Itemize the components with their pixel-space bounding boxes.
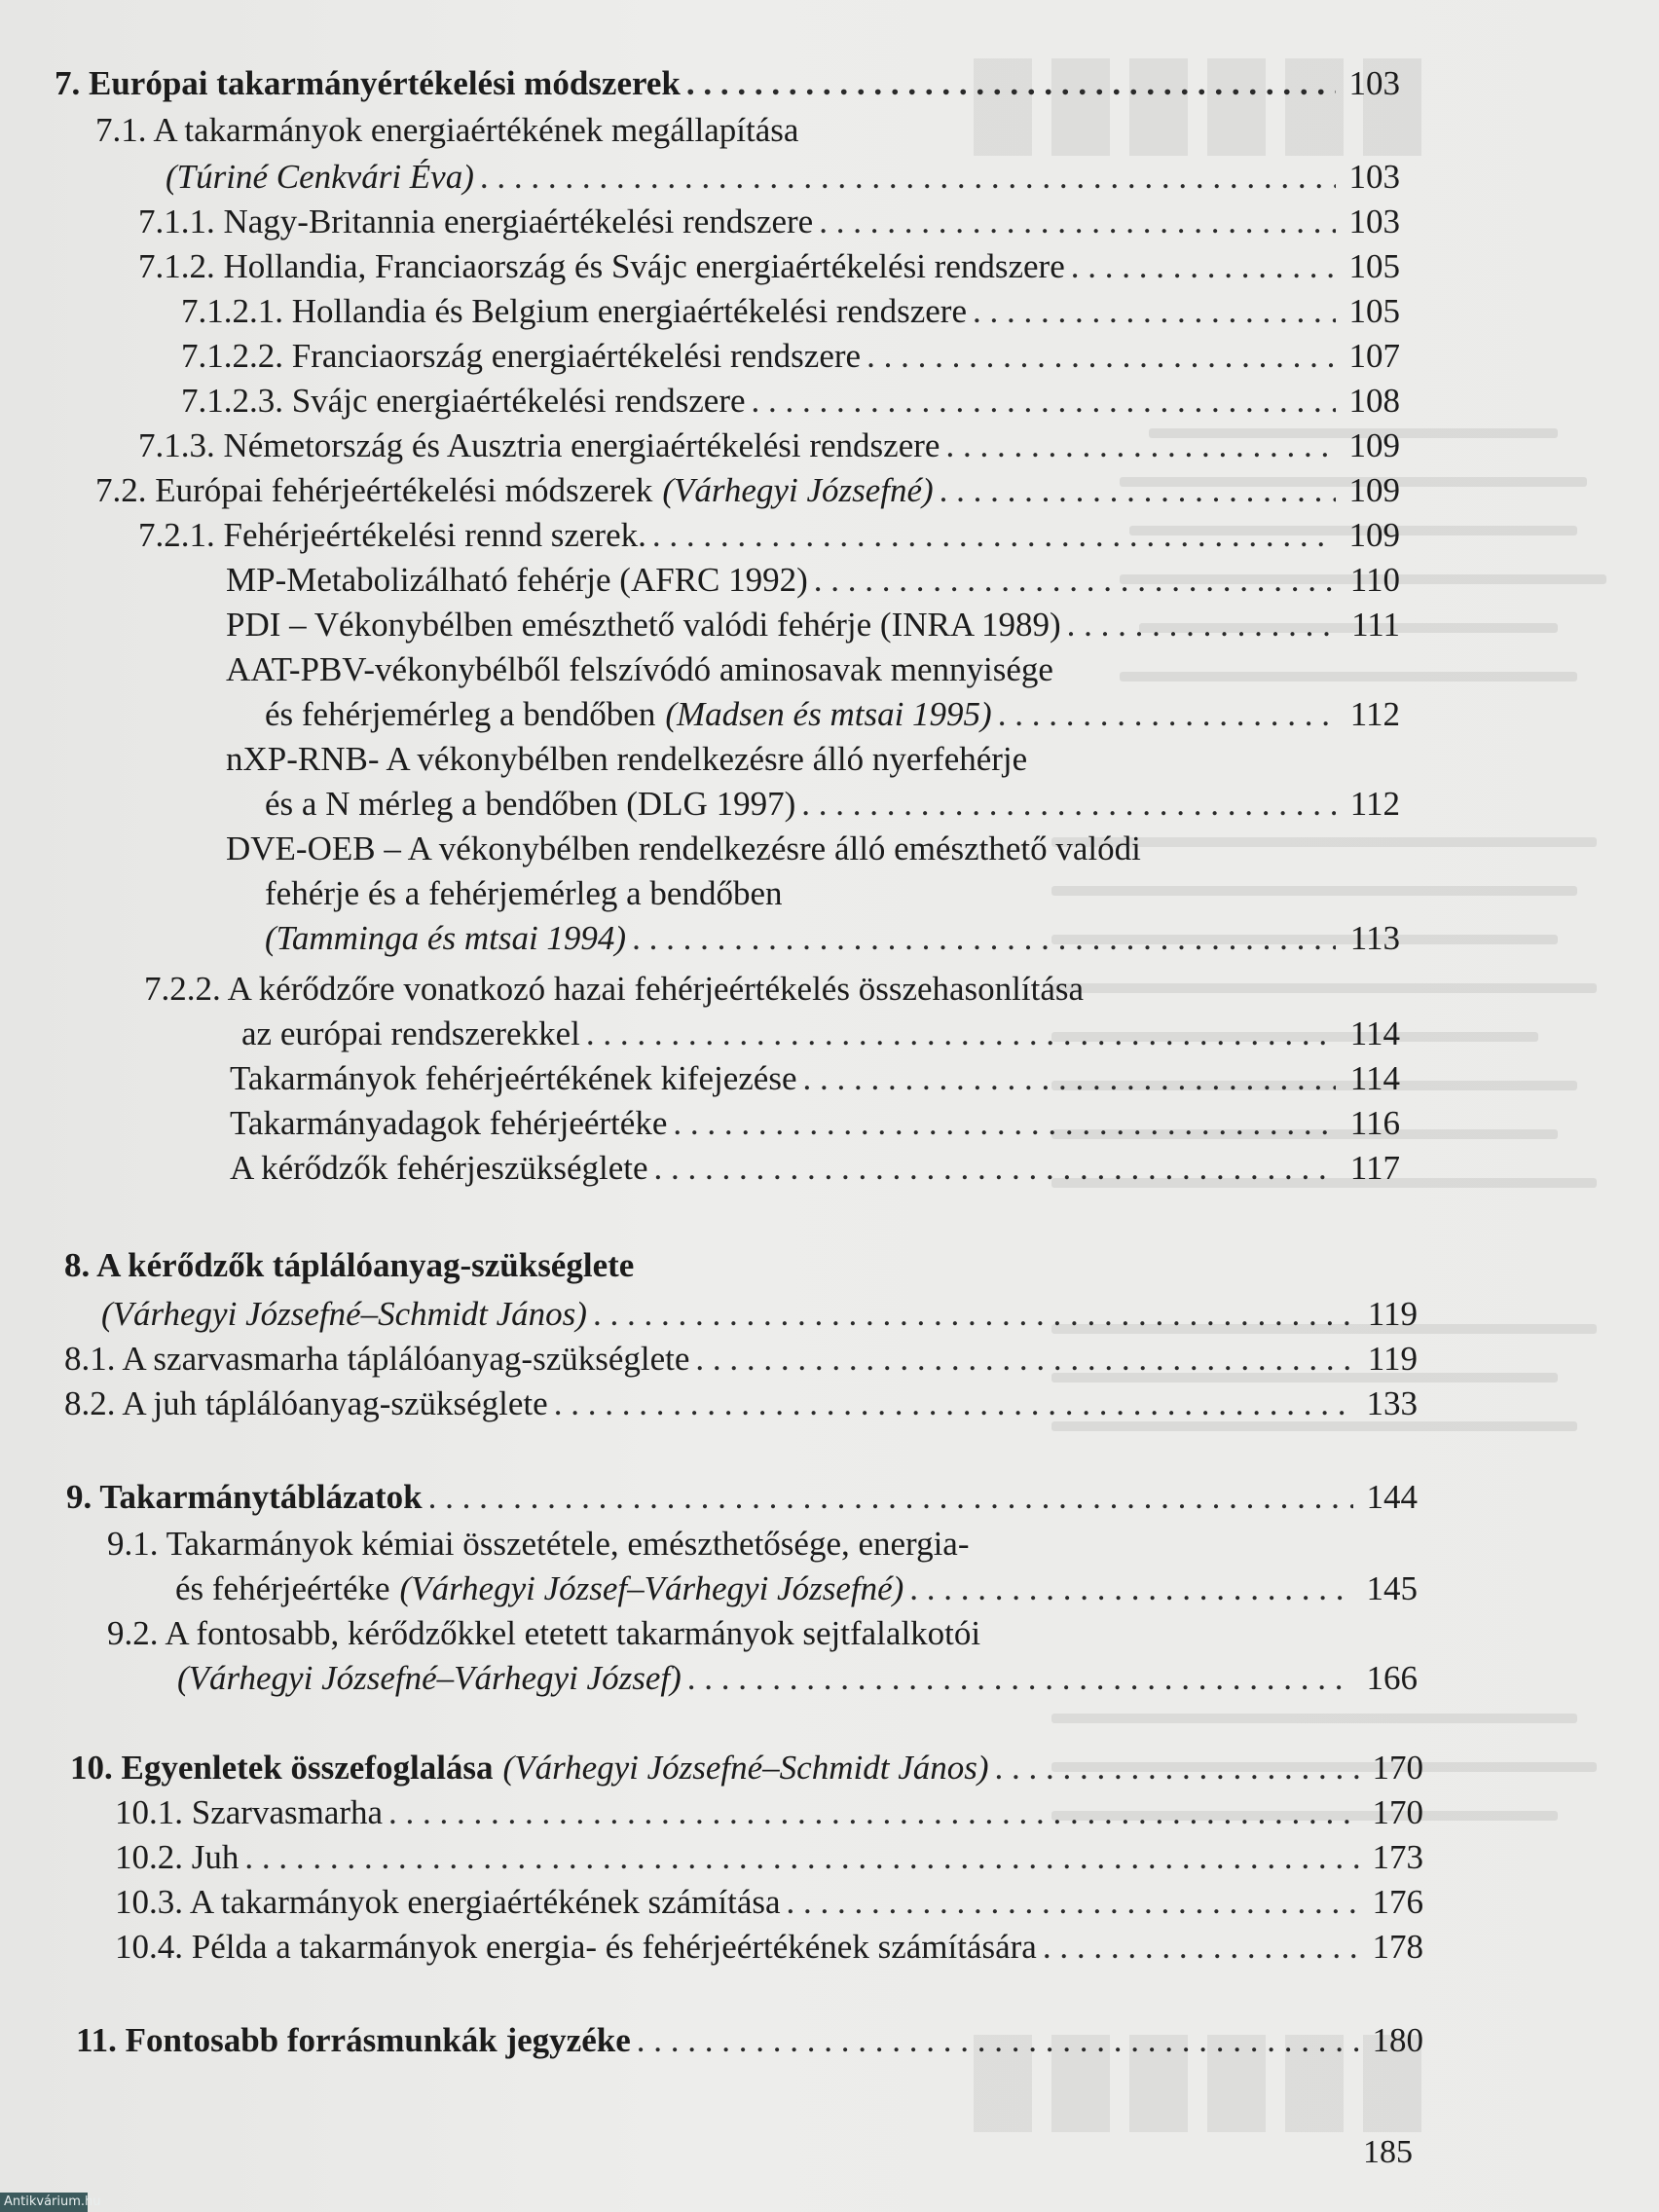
toc-title: MP-Metabolizálható fehérje (AFRC 1992): [226, 561, 808, 599]
toc-author: (Tamminga és mtsai 1994): [265, 919, 627, 957]
watermark-label: Antikvárium.hu: [0, 2193, 88, 2212]
toc-title: 10. Egyenletek összefoglalása: [70, 1749, 494, 1787]
toc-entry-7-1-1[interactable]: [138, 201, 1400, 243]
toc-title: 7.1.2.1. Hollandia és Belgium energiaértékelési rendszere: [181, 292, 967, 330]
toc-entry-mp[interactable]: [226, 559, 1400, 602]
toc-entry-8-2[interactable]: [64, 1382, 1418, 1425]
dot-leader: [801, 783, 1336, 826]
dot-leader: [637, 2019, 1359, 2062]
toc-title: 7.2.1. Fehérjeértékelési rennd szerek.: [138, 516, 646, 554]
dot-leader: [586, 1013, 1336, 1055]
toc-page: 105: [1348, 247, 1400, 285]
dot-leader: [819, 201, 1336, 243]
toc-title: és fehérjemérleg a bendőben: [265, 695, 656, 733]
toc-entry-7-2-2[interactable]: [241, 1013, 1400, 1055]
toc-author: (Várhegyi József–Várhegyi Józsefné): [399, 1569, 904, 1607]
dot-leader: [480, 156, 1336, 199]
toc-title: és a N mérleg a bendőben (DLG 1997): [265, 785, 796, 823]
toc-page: 108: [1348, 382, 1400, 420]
toc-page: 117: [1349, 1149, 1400, 1187]
dot-leader: [814, 559, 1336, 602]
page-number: 185: [1363, 2134, 1413, 2170]
dot-leader: [593, 1293, 1353, 1336]
toc-entry-dve-line2[interactable]: fehérje és a fehérjemérleg a bendőben: [265, 874, 783, 912]
toc-page: 119: [1367, 1340, 1418, 1378]
toc-author: (Várhegyi Józsefné–Schmidt János): [502, 1749, 989, 1787]
toc-author: (Várhegyi Józsefné): [662, 471, 934, 509]
toc-title: 7. Európai takarmányértékelési módszerek: [55, 64, 681, 102]
toc-entry-7-1-2-2[interactable]: [181, 335, 1400, 378]
toc-entry-nxp-line1[interactable]: nXP-RNB- A vékonybélben rendelkezésre álló nyerfehérje: [226, 740, 1028, 778]
toc-title: 7.1.3. Németország és Ausztria energiaértékelési rendszere: [138, 426, 940, 464]
toc-entry-10-2[interactable]: [115, 1836, 1423, 1879]
dot-leader: [973, 290, 1336, 333]
dot-leader: [244, 1836, 1359, 1879]
toc-title: 7.1.2.2. Franciaország energiaértékelési rendszere: [181, 337, 862, 375]
toc-page: 109: [1348, 426, 1400, 464]
toc-page: 133: [1366, 1384, 1418, 1422]
toc-title: Takarmányadagok fehérjeértéke: [230, 1104, 668, 1142]
dot-leader: [686, 62, 1336, 105]
toc-title: 8.1. A szarvasmarha táplálóanyag-szükséglete: [64, 1340, 690, 1378]
toc-title: az európai rendszerekkel: [241, 1014, 580, 1052]
toc-author: (Várhegyi Józsefné–Schmidt János): [101, 1295, 587, 1333]
toc-title: 10.1. Szarvasmarha: [115, 1793, 384, 1831]
toc-title: 9. Takarmánytáblázatok: [66, 1478, 423, 1516]
toc-page: 109: [1348, 471, 1400, 509]
dot-leader: [998, 693, 1336, 736]
toc-entry-8-title[interactable]: 8. A kérődzők táplálóanyag-szükséglete: [64, 1246, 635, 1284]
toc-entry-dve-line1[interactable]: DVE-OEB – A vékonybélben rendelkezésre álló emészthető valódi: [226, 830, 1141, 867]
dot-leader: [554, 1382, 1353, 1425]
toc-entry-11[interactable]: [76, 2019, 1423, 2062]
toc-entry-7-2[interactable]: [95, 469, 1400, 512]
toc-entry-aat-line1[interactable]: AAT-PBV-vékonybélből felszívódó aminosavak mennyisége: [226, 650, 1053, 688]
toc-title: 7.2. Európai fehérjeértékelési módszerek: [95, 471, 653, 509]
toc-title: 10.2. Juh: [115, 1838, 240, 1876]
toc-title: 7.1.1. Nagy-Britannia energiaértékelési rendszere: [138, 203, 814, 240]
toc-entry-10-4[interactable]: [115, 1926, 1423, 1969]
toc-author: (Túriné Cenkvári Éva): [166, 158, 474, 196]
toc-entry-10-3[interactable]: [115, 1881, 1423, 1924]
toc-title: 10.3. A takarmányok energiaértékének számítása: [115, 1883, 781, 1921]
dot-leader: [632, 917, 1336, 960]
dot-leader: [802, 1057, 1336, 1100]
toc-page: 110: [1349, 561, 1400, 599]
dot-leader: [695, 1338, 1353, 1381]
dot-leader: [1071, 245, 1336, 288]
toc-page: 178: [1372, 1928, 1423, 1966]
toc-entry-7-1-2-1[interactable]: [181, 290, 1400, 333]
toc-entry-7-1[interactable]: [166, 156, 1400, 199]
dot-leader: [652, 514, 1336, 557]
toc-entry-8-1[interactable]: [64, 1338, 1418, 1381]
toc-title: 8.2. A juh táplálóanyag-szükséglete: [64, 1384, 548, 1422]
toc-page: 105: [1348, 292, 1400, 330]
toc-page: 166: [1366, 1659, 1418, 1697]
dot-leader: [866, 335, 1336, 378]
toc-page: 103: [1348, 158, 1400, 196]
toc-title: PDI – Vékonybélben emészthető valódi fehérje (INRA 1989): [226, 606, 1061, 644]
toc-page: 113: [1349, 919, 1400, 957]
toc-entry-9[interactable]: [66, 1476, 1418, 1519]
toc-entry-pdi[interactable]: [226, 604, 1400, 646]
dot-leader: [909, 1567, 1353, 1610]
toc-page: 114: [1349, 1014, 1400, 1052]
toc-entry-9-1[interactable]: [175, 1567, 1418, 1610]
toc-title: és fehérjeértéke: [175, 1569, 390, 1607]
toc-title: 10.4. Példa a takarmányok energia- és fehérjeértékének számítására: [115, 1928, 1037, 1966]
toc-author: (Várhegyi Józsefné–Várhegyi József): [177, 1659, 682, 1697]
dot-leader: [673, 1102, 1336, 1145]
toc-author: (Madsen és mtsai 1995): [665, 695, 992, 733]
toc-entry-7[interactable]: [55, 62, 1400, 105]
toc-entry-7-1-2[interactable]: [138, 245, 1400, 288]
toc-page: 112: [1349, 785, 1400, 823]
toc-entry-7-1-3[interactable]: [138, 424, 1400, 467]
toc-page: 112: [1349, 695, 1400, 733]
toc-page: 107: [1348, 337, 1400, 375]
dot-leader: [940, 469, 1336, 512]
dot-leader: [388, 1791, 1359, 1834]
toc-page: 119: [1367, 1295, 1418, 1333]
toc-entry-ker-szuks[interactable]: [230, 1147, 1400, 1190]
dot-leader: [945, 424, 1336, 467]
toc-entry-9-1-line1[interactable]: 9.1. Takarmányok kémiai összetétele, emészthetősége, energia-: [107, 1525, 970, 1563]
toc-page: 103: [1348, 203, 1400, 240]
toc-page: 116: [1349, 1104, 1400, 1142]
dot-leader: [787, 1881, 1359, 1924]
toc-page: 103: [1348, 64, 1400, 102]
dot-leader: [687, 1657, 1353, 1700]
toc-page: 144: [1366, 1478, 1418, 1516]
toc-entry-7-2-1[interactable]: [138, 514, 1400, 557]
dot-leader: [428, 1476, 1353, 1519]
toc-entry-tak-adag[interactable]: [230, 1102, 1400, 1145]
toc-title: 11. Fontosabb forrásmunkák jegyzéke: [76, 2021, 631, 2059]
toc-page: 109: [1348, 516, 1400, 554]
toc-entry-7-1-2-3[interactable]: [181, 380, 1400, 423]
toc-entry-dve[interactable]: [265, 917, 1400, 960]
toc-page: 145: [1366, 1569, 1418, 1607]
toc-entry-9-2[interactable]: [177, 1657, 1418, 1700]
toc-page: 176: [1372, 1883, 1423, 1921]
toc-page: 114: [1349, 1059, 1400, 1097]
toc-entry-7-1-title[interactable]: 7.1. A takarmányok energiaértékének megállapítása: [95, 111, 799, 149]
toc-title: Takarmányok fehérjeértékének kifejezése: [230, 1059, 797, 1097]
toc-entry-7-2-2-line1[interactable]: 7.2.2. A kérődzőre vonatkozó hazai fehérjeértékelés összehasonlítása: [144, 970, 1085, 1008]
toc-page: 180: [1372, 2021, 1423, 2059]
dot-leader: [1043, 1926, 1359, 1969]
toc-page: 173: [1372, 1838, 1423, 1876]
toc-page: 170: [1372, 1749, 1423, 1787]
toc-entry-9-2-line1[interactable]: 9.2. A fontosabb, kérődzőkkel etetett takarmányok sejtfalalkotói: [107, 1614, 981, 1652]
toc-page: 170: [1372, 1793, 1423, 1831]
toc-title: 7.1.2.3. Svájc energiaértékelési rendszere: [181, 382, 746, 420]
toc-page: 111: [1351, 606, 1400, 644]
toc-entry-nxp[interactable]: [265, 783, 1400, 826]
dot-leader: [1067, 604, 1336, 646]
dot-leader: [995, 1747, 1359, 1789]
dot-leader: [752, 380, 1336, 423]
toc-entry-tak-kif[interactable]: [230, 1057, 1400, 1100]
toc-entry-10-1[interactable]: [115, 1791, 1423, 1834]
toc-entry-8[interactable]: [101, 1293, 1418, 1336]
toc-title: A kérődzők fehérjeszükséglete: [230, 1149, 648, 1187]
toc-entry-10[interactable]: [70, 1747, 1423, 1789]
toc-entry-aat[interactable]: [265, 693, 1400, 736]
dot-leader: [654, 1147, 1336, 1190]
toc-title: 7.1.2. Hollandia, Franciaország és Svájc energiaértékelési rendszere: [138, 247, 1065, 285]
